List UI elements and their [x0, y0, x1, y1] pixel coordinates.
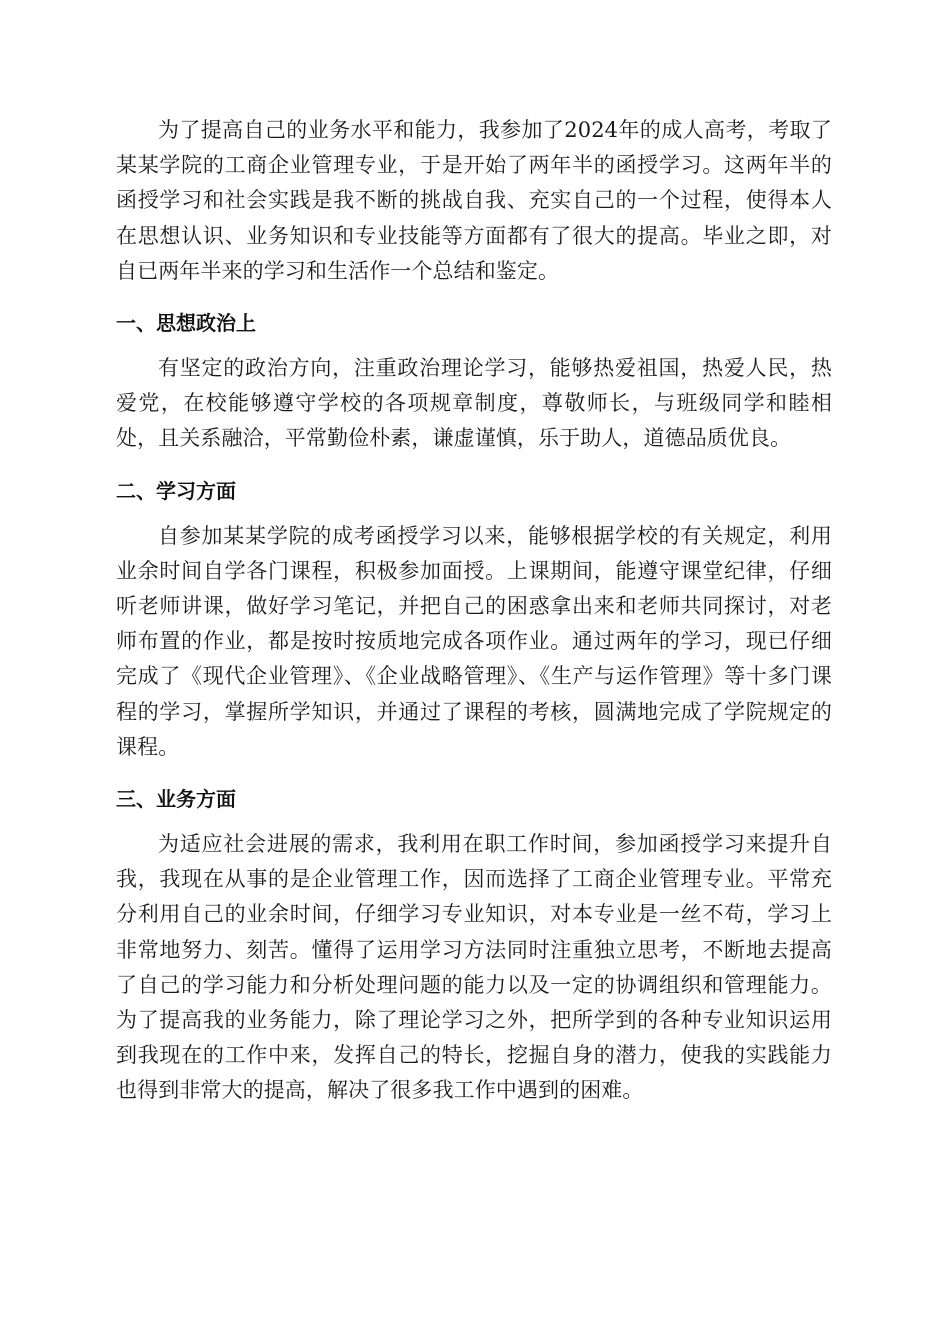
document-body — [116, 113, 832, 1109]
section-heading-study: 二、学习方面 — [116, 478, 236, 503]
section-body-ideology: 有坚定的政治方向，注重政治理论学习，能够热爱祖国，热爱人民，热爱党，在校能够遵守学校的各项规章制度，尊敬师长，与班级同学和睦相处，且关系融洽，平常勤俭朴素，谦虚谨慎，乐于助人，道德品质优良。 — [116, 356, 832, 451]
spacer — [116, 289, 832, 306]
spacer — [116, 509, 832, 519]
spacer — [116, 765, 832, 782]
section-body-work: 为适应社会进展的需求，我利用在职工作时间，参加函授学习来提升自我，我现在从事的是企业管理工作，因而选择了工商企业管理专业。平常充分利用自己的业余时间，仔细学习专业知识，对本专业是一丝不苟，学习上非常地努力、刻苦。懂得了运用学习方法同时注重独立思考，不断地去提高了自己的学习能力和分析处理问题的能力以及一定的协调组织和管理能力。为了提高我的业务能力，除了理论学习之外，把所学到的各种专业知识运用到我现在的工作中来，发挥自己的特长，挖掘自身的潜力，使我的实践能力也得到非常大的提高，解决了很多我工作中遇到的困难。 — [116, 832, 832, 1103]
spacer — [116, 341, 832, 351]
section-heading-ideology: 一、思想政治上 — [116, 311, 256, 336]
section-body-study: 自参加某某学院的成考函授学习以来，能够根据学校的有关规定，利用业余时间自学各门课程，积极参加面授。上课期间，能遵守课堂纪律，仔细听老师讲课，做好学习笔记，并把自己的困惑拿出来和老师共同探讨，对老师布置的作业，都是按时按质地完成各项作业。通过两年的学习，现已仔细完成了《现代企业管理》、《企业战略管理》、《生产与运作管理》等十多门课程的学习，掌握所学知识，并通过了课程的考核，圆满地完成了学院规定的课程。 — [116, 523, 832, 759]
section-heading-work: 三、业务方面 — [116, 787, 236, 812]
spacer — [116, 457, 832, 474]
spacer — [116, 817, 832, 827]
intro-paragraph: 为了提高自己的业务水平和能力，我参加了2024年的成人高考，考取了某某学院的工商企业管理专业，于是开始了两年半的函授学习。这两年半的函授学习和社会实践是我不断的挑战自我、充实自己的一个过程，使得本人在思想认识、业务知识和专业技能等方面都有了很大的提高。毕业之即，对自已两年半来的学习和生活作一个总结和鉴定。 — [116, 118, 832, 283]
